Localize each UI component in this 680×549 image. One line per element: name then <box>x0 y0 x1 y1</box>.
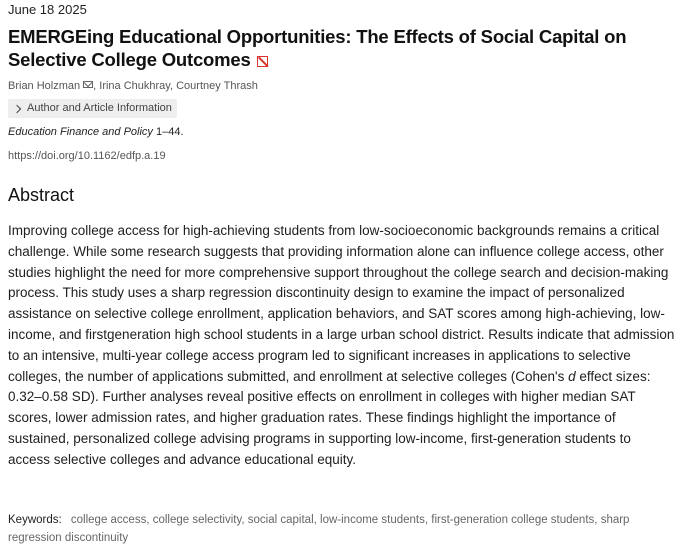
keyword-separator: , <box>146 514 150 526</box>
author-article-info-label: Author and Article Information <box>27 102 172 114</box>
keyword-link[interactable]: sharp regression discontinuity <box>8 514 630 544</box>
keyword-link[interactable]: low-income students <box>320 514 425 526</box>
chevron-right-icon <box>13 104 21 112</box>
abstract-heading: Abstract <box>8 185 75 205</box>
keyword-link[interactable]: first-generation college students <box>431 514 595 526</box>
author-list <box>8 79 258 93</box>
author-link[interactable]: Courtney Thrash <box>176 80 258 92</box>
abstract-text <box>8 221 676 471</box>
author-link[interactable]: Brian Holzman <box>8 80 81 92</box>
abstract-text-part: effect sizes: 0.32–0.58 SD). Further analyses reveal positive effects on enrollment in colleges with higher median SAT scores, lower admission rates, and higher graduation rates. These findings highlight the importance of sustained, personalized college advising programs in supporting low-income, first-generation students to access selective colleges and advance educational equity. <box>8 368 651 467</box>
mail-icon[interactable] <box>83 81 93 88</box>
abstract-text-part: Improving college access for high-achieving students from low-socioeconomic backgrounds remains a critical challenge. While some research suggests that providing information alone can influence college access, other studies highlight the need for more comprehensive support throughout the college search and decision-making process. This study uses a sharp regression discontinuity design to examine the impact of personalized assistance on selective college enrollment, application behaviors, and SAT scores among high-achieving, low-income, and firstgeneration high school students in a large urban school district. Results indicate that admission to an intensive, multi-year college access program led to significant increases in applications to selective colleges, the number of applications submitted, and enrollment at selective colleges (Cohen's <box>8 223 675 384</box>
author-separator: , <box>93 80 97 92</box>
publication-date: June 18 2025 <box>8 2 87 17</box>
pdf-icon[interactable] <box>257 56 268 67</box>
keyword-separator: , <box>313 514 317 526</box>
article-title <box>8 25 672 71</box>
cohens-d-symbol: d <box>568 368 576 384</box>
keyword-separator: , <box>241 514 245 526</box>
keyword-separator: , <box>424 514 429 526</box>
keywords-label: Keywords: <box>8 514 62 526</box>
keyword-link[interactable]: college selectivity <box>152 514 242 526</box>
keyword-link[interactable]: college access <box>70 514 147 526</box>
keyword-link[interactable]: social capital <box>247 514 314 526</box>
doi-link[interactable]: https://doi.org/10.1162/edfp.a.19 <box>8 150 166 162</box>
keyword-separator: , <box>594 514 598 526</box>
author-separator: , <box>169 80 174 92</box>
journal-name: Education Finance and Policy <box>8 126 153 138</box>
article-title-text: EMERGEing Educational Opportunities: The Effects of Social Capital on Selective College Outcomes <box>8 26 627 70</box>
author-link[interactable]: Irina Chukhray <box>99 80 170 92</box>
author-article-info-button[interactable] <box>8 99 177 118</box>
keywords-section <box>8 511 676 547</box>
journal-pages: 1–44. <box>156 126 184 138</box>
journal-citation <box>8 125 184 139</box>
